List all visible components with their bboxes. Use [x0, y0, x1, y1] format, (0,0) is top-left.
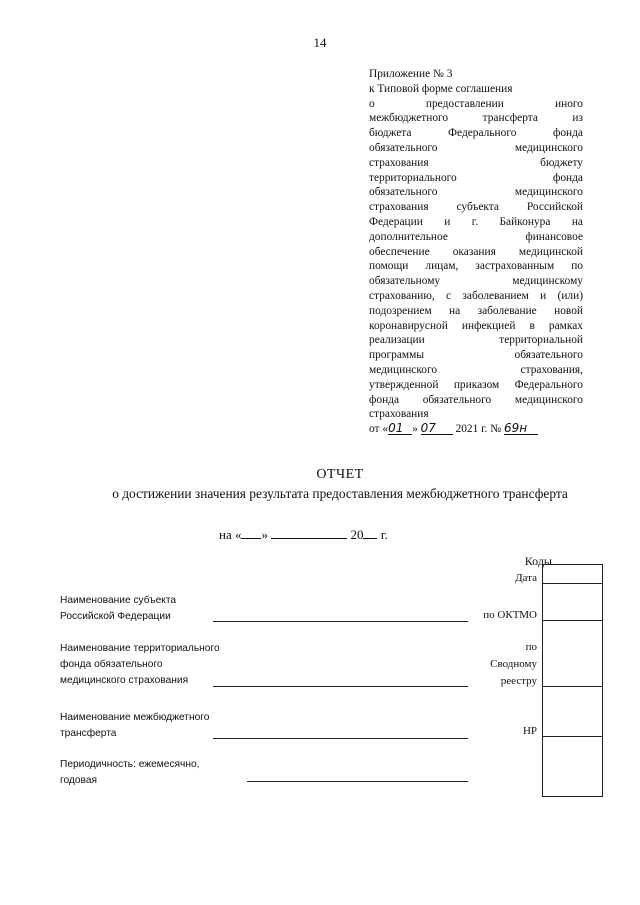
fund-label — [60, 641, 220, 689]
registry-code-label-1: по — [525, 641, 537, 653]
appendix-line: обязательного медицинского — [369, 186, 583, 199]
appendix-line: обязательного медицинского — [369, 141, 583, 154]
appendix-line: к Типовой форме соглашения — [369, 82, 513, 95]
registry-code-label-3: реестру — [500, 675, 537, 687]
transfer-label-line: трансферта — [60, 728, 117, 739]
date-century: 20 — [350, 527, 364, 542]
approval-month: 07 — [421, 422, 453, 435]
appendix-line: обязательному медицинскому — [369, 275, 583, 288]
appendix-line: страхования субъекта Российской — [369, 201, 583, 214]
appendix-line: страхования — [369, 408, 429, 421]
appendix-line: утвержденной приказом Федерального — [369, 378, 583, 391]
transfer-input-line[interactable] — [213, 738, 468, 739]
appendix-lines — [369, 67, 583, 422]
subject-input-line[interactable] — [213, 621, 468, 622]
approval-number: 69н — [504, 422, 538, 435]
appendix-line: территориального фонда — [369, 171, 583, 184]
date-code-label: Дата — [515, 572, 537, 584]
fund-label-line: медицинского страхования — [60, 675, 189, 686]
subject-label-line: Наименование субъекта — [60, 595, 177, 606]
approval-mid: » — [412, 423, 418, 436]
subject-label — [60, 593, 176, 625]
approval-line — [369, 422, 583, 437]
report-title: ОТЧЕТ — [316, 467, 364, 482]
fund-input-line[interactable] — [213, 686, 468, 687]
appendix-line: Приложение № 3 — [369, 68, 453, 80]
transfer-label-line: Наименование межбюджетного — [60, 712, 210, 723]
appendix-line: Федерации и г. Байконура на — [369, 215, 583, 228]
appendix-line: дополнительное финансовое — [369, 230, 583, 243]
appendix-line: страхования бюджету — [369, 156, 583, 169]
report-subtitle: о достижении значения результата предоставления межбюджетного трансферта — [112, 486, 568, 501]
appendix-line: обеспечение оказания медицинской — [369, 245, 583, 258]
date-month-blank[interactable] — [271, 527, 347, 539]
approval-day: 01 — [388, 422, 412, 435]
codes-header: Коды — [524, 554, 552, 568]
appendix-line: бюджета Федерального фонда — [369, 127, 583, 140]
page-number: 14 — [313, 35, 327, 50]
codes-divider — [542, 620, 603, 621]
appendix-line: фонда обязательного медицинского — [369, 393, 583, 406]
appendix-line: помощи лицам, застрахованным по — [369, 260, 583, 273]
date-day-blank[interactable] — [241, 527, 261, 539]
subject-label-line: Российской Федерации — [60, 611, 171, 622]
codes-box — [542, 564, 603, 797]
periodicity-label-line: Периодичность: ежемесячно, — [60, 759, 200, 770]
periodicity-label — [60, 757, 200, 789]
appendix-line: медицинского страхования, — [369, 363, 583, 376]
codes-divider — [542, 686, 603, 687]
date-mid: » — [261, 527, 268, 542]
appendix-line: о предоставлении иного — [369, 97, 583, 110]
oktmo-code-label: по ОКТМО — [483, 609, 537, 621]
date-year-blank[interactable] — [363, 527, 377, 539]
registry-code-label-2: Сводному — [490, 658, 537, 670]
appendix-block — [369, 67, 583, 437]
nr-code-label: НР — [522, 725, 537, 737]
periodicity-label-line: годовая — [60, 775, 98, 786]
appendix-line: страхованию, с заболеванием и (или) — [369, 289, 583, 302]
appendix-line: коронавирусной инфекцией в рамках — [369, 319, 583, 332]
date-suffix: г. — [380, 527, 388, 542]
appendix-line: реализации территориальной — [369, 334, 583, 347]
date-prefix: на « — [219, 527, 242, 542]
codes-divider — [542, 736, 603, 737]
appendix-line: межбюджетного трансферта из — [369, 112, 583, 125]
appendix-line: программы обязательного — [369, 349, 583, 362]
codes-divider — [542, 583, 603, 584]
report-date-line — [219, 527, 388, 543]
approval-prefix: от « — [369, 423, 389, 436]
appendix-line: подозрением на заболевание новой — [369, 304, 583, 317]
fund-label-line: фонда обязательного — [60, 659, 163, 670]
fund-label-line: Наименование территориального — [60, 643, 220, 654]
approval-year: 2021 г. № — [455, 423, 502, 436]
periodicity-input-line[interactable] — [247, 781, 468, 782]
transfer-label — [60, 710, 209, 742]
